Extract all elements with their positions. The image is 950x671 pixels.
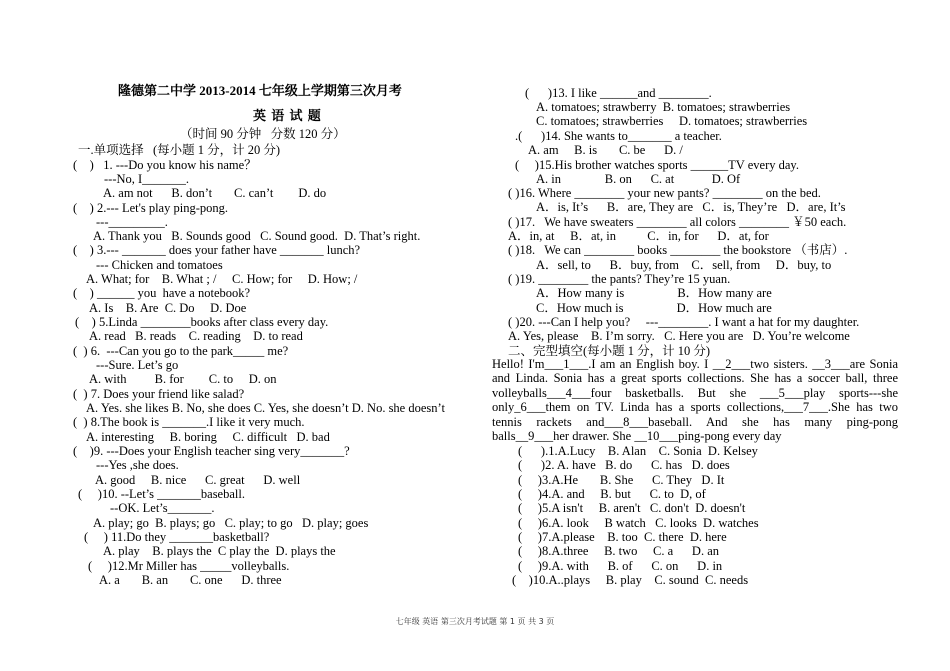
left-question-line: ( ) 8.The book is _______.I like it very much.	[73, 415, 305, 429]
right-question-line: ( )16. Where ________ your new pants? ________ on the bed.	[508, 186, 821, 200]
right-question-line: A．is, It’s B．are, They are C．is, They’re D．are, It’s	[536, 200, 846, 214]
right-question-line: ( )17. We have sweaters ________ all colors ________ ￥50 each.	[508, 215, 847, 229]
right-question-line: C．How much is D．How much are	[536, 301, 772, 315]
left-question-line: ( ) 3.--- _______ does your father have _______ lunch?	[73, 243, 361, 257]
left-question-line: A. interesting B. boring C. difficult D. bad	[86, 430, 330, 444]
right-question-line: C. tomatoes; strawberries D. tomatoes; strawberries	[536, 114, 808, 128]
left-question-line: --- Chicken and tomatoes	[96, 258, 223, 272]
left-question-line: A. with B. for C. to D. on	[89, 372, 277, 386]
right-question-line: A. Yes, please B. I’m sorry. C. Here you are D. You’re welcome	[508, 329, 850, 343]
right-question-line: ( )6.A. look B watch C. looks D. watches	[518, 516, 759, 530]
subject-title: 英 语 试 题	[253, 108, 322, 123]
right-question-line: ( )18. We can ________ books ________ the bookstore （书店）.	[508, 243, 848, 257]
left-question-line: ( ) 1. ---Do you know his name？	[73, 158, 257, 172]
right-question-line: ( )7.A.please B. too C. there D. here	[518, 530, 727, 544]
cloze-passage: Hello! I'm___1___.I am an English boy. I __2___two sisters. __3___are Sonia and Linda. Sonia has a great sports collections. She has a soccer ball, three volleyballs___4___four basketballs. But she ___5___play sports---she only_6___them on TV. Linda has a sports collections,___7___.She has two tennis rackets and___8___baseball. And she has many ping-pong balls__9___her drawer. She __10___ping-pong every day	[492, 357, 898, 444]
left-question-line: A. play B. plays the C play the D. plays the	[103, 544, 336, 558]
left-question-line: A. Thank you B. Sounds good C. Sound good. D. That’s right.	[93, 229, 421, 243]
left-question-line: A. read B. reads C. reading D. to read	[89, 329, 303, 343]
left-question-line: ---Yes ,she does.	[96, 458, 179, 472]
left-question-line: A. Is B. Are C. Do D. Doe	[89, 301, 247, 315]
left-question-line: A. Yes. she likes B. No, she does C. Yes, she doesn’t D. No. she doesn’t	[86, 401, 445, 415]
right-question-line: A. tomatoes; strawberry B. tomatoes; strawberries	[536, 100, 791, 114]
time-score-info: （时间 90 分钟 分数 120 分）	[180, 127, 346, 141]
left-question-line: A. play; go B. plays; go C. play; to go D. play; goes	[93, 516, 369, 530]
left-question-line: ( ) 2.--- Let's play ping-pong.	[73, 201, 228, 215]
left-question-line: ( ) ______ you have a notebook?	[73, 286, 251, 300]
right-question-line: ( )19. ________ the pants? They’re 15 yuan.	[508, 272, 731, 286]
left-question-line: A. am not B. don’t C. can’t D. do	[103, 186, 327, 200]
right-question-line: ( )3.A.He B. She C. They D. It	[518, 473, 725, 487]
right-question-line: A．in, at B．at, in C．in, for D．at, for	[508, 229, 769, 243]
right-question-line: A. am B. is C. be D. /	[528, 143, 683, 157]
left-question-line: A. a B. an C. one D. three	[99, 573, 282, 587]
left-question-line: ---_________.	[96, 215, 168, 229]
right-question-line: A．How many is B．How many are	[536, 286, 772, 300]
right-question-line: .( )14. She wants to_______ a teacher.	[515, 129, 722, 143]
left-question-line: --OK. Let’s_______.	[110, 501, 215, 515]
right-question-line: ( )13. I like ______and ________.	[525, 86, 712, 100]
right-question-line: 二、完型填空(每小题 1 分，计 10 分)	[508, 344, 711, 358]
left-question-line: A. What; for B. What ; / C. How; for D. How; /	[86, 272, 358, 286]
right-question-line: ( )4.A. and B. but C. to D, of	[518, 487, 706, 501]
right-question-line: ( )2. A. have B. do C. has D. does	[518, 458, 730, 472]
school-title: 隆德第二中学 2013-2014 七年级上学期第三次月考	[118, 83, 402, 98]
left-question-line: ( ) 11.Do they _______basketball?	[84, 530, 270, 544]
left-question-line: ( )12.Mr Miller has _____volleyballs.	[88, 559, 290, 573]
left-question-line: 一.单项选择 (每小题 1 分，计 20 分)	[78, 143, 281, 157]
right-question-line: ( )10.A..plays B. play C. sound C. needs	[512, 573, 749, 587]
left-question-line: ( ) 5.Linda ________books after class every day.	[75, 315, 329, 329]
left-question-line: ( ) 7. Does your friend like salad?	[73, 387, 245, 401]
left-question-line: ( ) 6. ---Can you go to the park_____ me?	[73, 344, 289, 358]
right-question-line: ( )9.A. with B. of C. on D. in	[518, 559, 723, 573]
page-footer: 七年级 英语 第三次月考试题 第 1 页 共 3 页	[395, 617, 555, 626]
right-question-line: ( )8.A.three B. two C. a D. an	[518, 544, 720, 558]
left-question-line: ---Sure. Let’s go	[96, 358, 179, 372]
right-question-line: ( )20. ---Can I help you? ---________. I want a hat for my daughter.	[508, 315, 860, 329]
right-question-line: A．sell, to B．buy, from C．sell, from D．buy, to	[536, 258, 832, 272]
right-question-line: ( ).1.A.Lucy B. Alan C. Sonia D. Kelsey	[518, 444, 758, 458]
left-question-line: ( )9. ---Does your English teacher sing very_______?	[73, 444, 350, 458]
left-question-line: ( )10. --Let’s _______baseball.	[78, 487, 245, 501]
right-question-line: ( )15.His brother watches sports ______TV every day.	[515, 158, 799, 172]
left-question-line: A. good B. nice C. great D. well	[95, 473, 301, 487]
right-question-line: A. in B. on C. at D. Of	[536, 172, 741, 186]
left-question-line: ---No, I_______.	[104, 172, 190, 186]
right-question-line: ( )5.A isn't B. aren't C. don't D. doesn't	[518, 501, 746, 515]
